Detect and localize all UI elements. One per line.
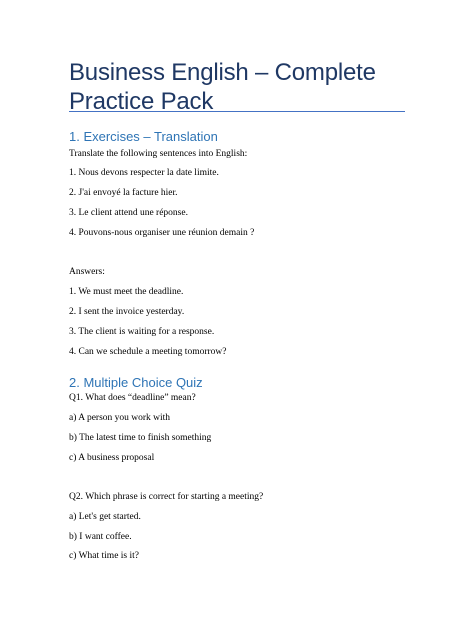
- quiz-q2-option-c: c) What time is it?: [69, 551, 139, 561]
- quiz-question-1: Q1. What does “deadline” mean?: [69, 393, 196, 403]
- sentence-2: 2. J'ai envoyé la facture hier.: [69, 188, 178, 198]
- answer-1: 1. We must meet the deadline.: [69, 287, 184, 297]
- quiz-question-2: Q2. Which phrase is correct for starting a meeting?: [69, 492, 264, 502]
- quiz-q2-option-b: b) I want coffee.: [69, 532, 132, 542]
- answer-2: 2. I sent the invoice yesterday.: [69, 307, 185, 317]
- sentence-3: 3. Le client attend une réponse.: [69, 208, 188, 218]
- answer-4: 4. Can we schedule a meeting tomorrow?: [69, 347, 227, 357]
- document-title: Business English – Complete Practice Pack: [69, 59, 376, 115]
- quiz-q2-option-a: a) Let's get started.: [69, 512, 141, 522]
- sentence-4: 4. Pouvons-nous organiser une réunion demain ?: [69, 228, 255, 238]
- instruction-text: Translate the following sentences into English:: [69, 149, 248, 159]
- section-heading-translation: 1. Exercises – Translation: [69, 129, 218, 144]
- answer-3: 3. The client is waiting for a response.: [69, 327, 215, 337]
- sentence-1: 1. Nous devons respecter la date limite.: [69, 168, 219, 178]
- title-underline: [69, 111, 405, 112]
- section-heading-quiz: 2. Multiple Choice Quiz: [69, 375, 203, 390]
- quiz-q1-option-b: b) The latest time to finish something: [69, 433, 212, 443]
- answers-label: Answers:: [69, 267, 105, 277]
- quiz-q1-option-c: c) A business proposal: [69, 453, 155, 463]
- quiz-q1-option-a: a) A person you work with: [69, 413, 171, 423]
